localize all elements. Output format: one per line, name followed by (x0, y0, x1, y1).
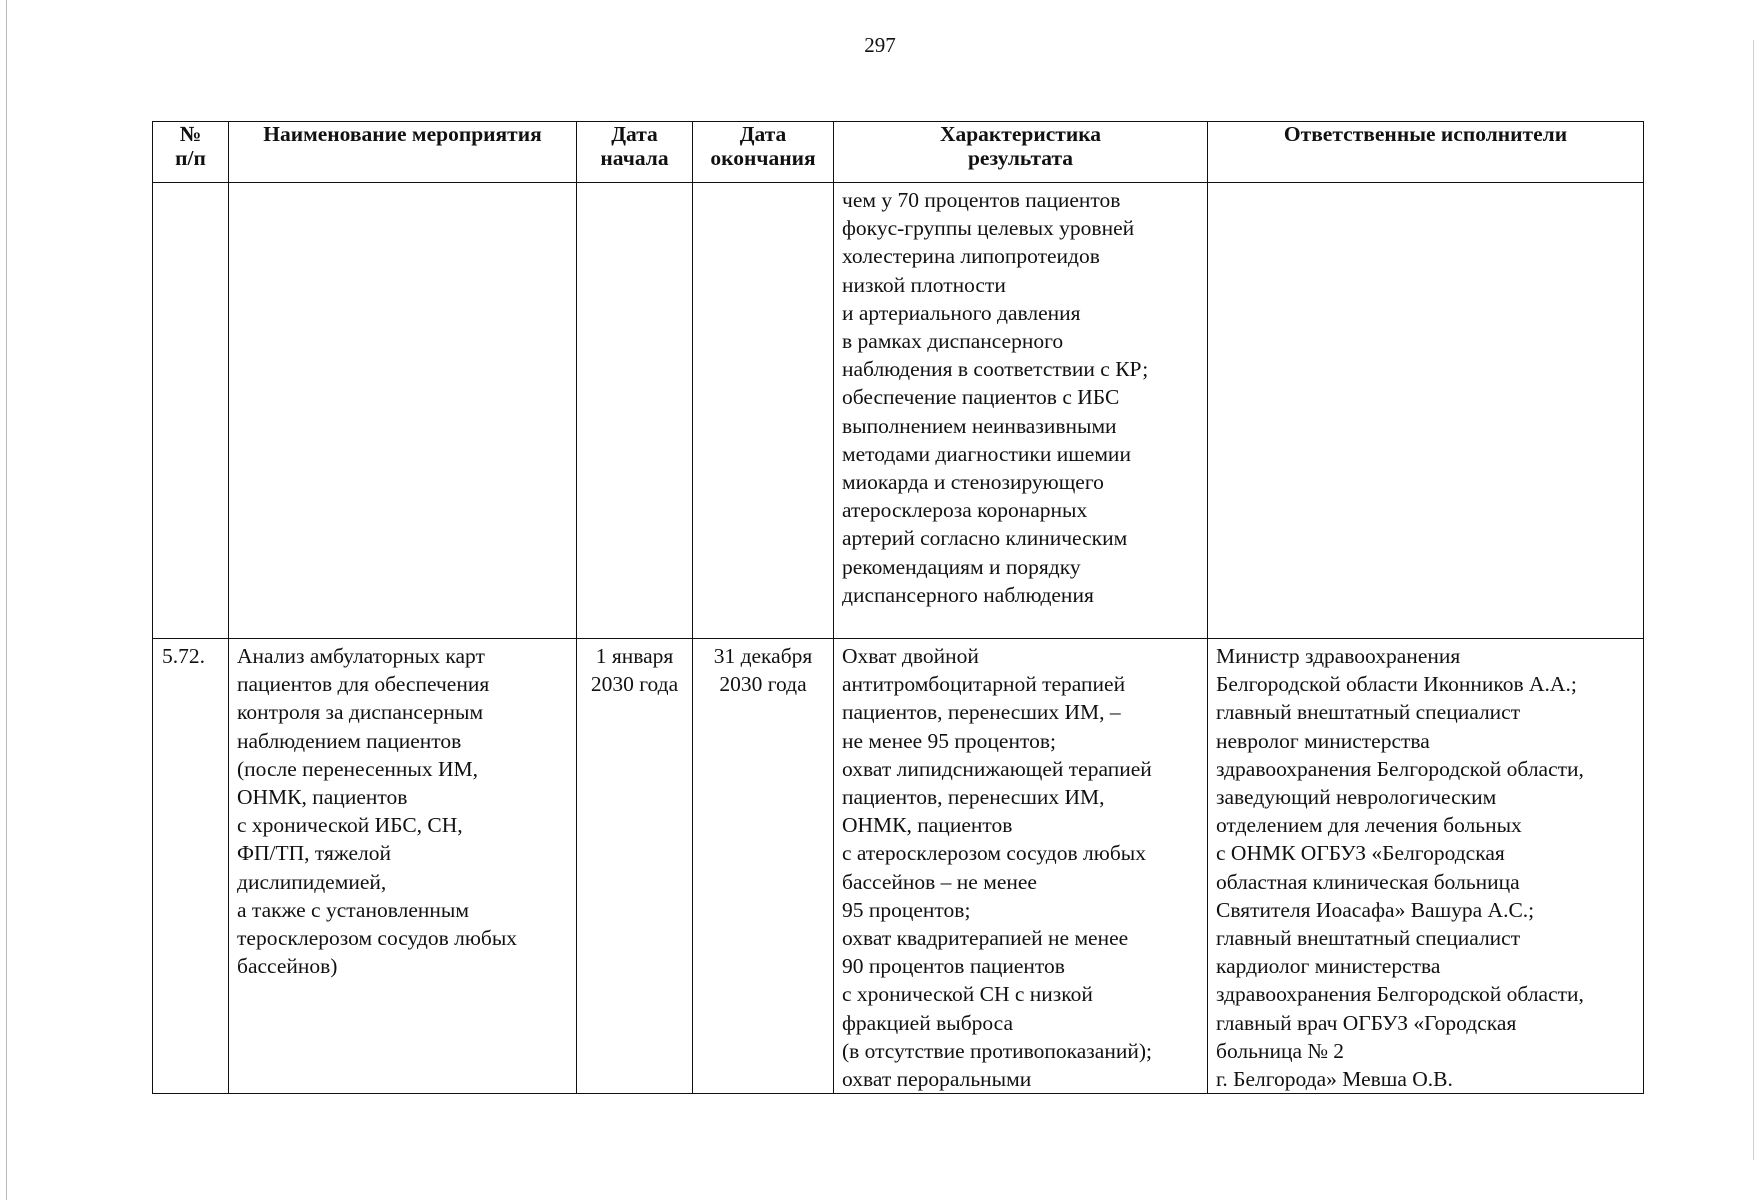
cell-activity-name (229, 639, 577, 1094)
cell-responsible (1208, 639, 1644, 1094)
text-line: бассейнов – не менее (842, 869, 1037, 894)
cell-end-date (693, 183, 834, 639)
text-line: пациентов, перенесших ИМ, (842, 785, 1105, 810)
text-line: низкой плотности (842, 272, 1006, 297)
text-line: диспансерного наблюдения (842, 582, 1094, 607)
header-responsible: Ответственные исполнители (1208, 122, 1644, 183)
cell-end-date (693, 639, 834, 1094)
text-line: с хронической ИБС, СН, (237, 813, 463, 838)
cell-result (834, 639, 1208, 1094)
text-line: контроля за диспансерным (237, 700, 484, 725)
text-line: 31 декабря (713, 644, 813, 668)
text-line: (после перенесенных ИМ, (237, 756, 479, 781)
text-line: наблюдением пациентов (237, 728, 462, 753)
table-row-continuation (153, 183, 1644, 639)
cell-start-date (577, 639, 693, 1094)
text-line: пациентов, перенесших ИМ, – (842, 700, 1121, 725)
cell-start-date (577, 183, 693, 639)
text-line: обеспечение пациентов с ИБС (842, 385, 1120, 410)
text-line: г. Белгорода» Мевша О.В. (1216, 1067, 1453, 1092)
text-line: (в отсутствие противопоказаний); (842, 1038, 1152, 1063)
text-line: невролог министерства (1216, 728, 1430, 753)
text-line: 1 января (595, 644, 674, 668)
text-line: охват липидснижающей терапией (842, 756, 1152, 781)
text-line: охват квадритерапией не менее (842, 926, 1129, 951)
text-line: не менее 95 процентов; (842, 728, 1056, 753)
cell-result (834, 183, 1208, 639)
activities-table (152, 121, 1644, 1094)
text-line: фокус-группы целевых уровней (842, 216, 1135, 241)
text-line: теросклерозом сосудов любых (237, 926, 518, 951)
text-line: 90 процентов пациентов (842, 954, 1065, 979)
text-line: и артериального давления (842, 300, 1081, 325)
text-line: атеросклероза коронарных (842, 498, 1088, 523)
text-line: в рамках диспансерного (842, 329, 1064, 354)
cell-number: 5.72. (153, 639, 229, 1094)
text-line: наблюдения в соответствии с КР; (842, 357, 1149, 382)
text-line: Министр здравоохранения (1216, 644, 1461, 668)
text-line: антитромбоцитарной терапией (842, 672, 1126, 697)
text-line: миокарда и стенозирующего (842, 470, 1104, 495)
table-row-5-72 (153, 639, 1644, 1094)
text-line: дислипидемией, (237, 869, 387, 894)
text-line: бассейнов) (237, 954, 338, 979)
text-line: здравоохранения Белгородской области, (1216, 982, 1584, 1007)
page-number: 297 (864, 33, 896, 57)
text-line: чем у 70 процентов пациентов (842, 188, 1121, 212)
header-end-date: Дата окончания (693, 122, 834, 183)
text-line: с ОНМК ОГБУЗ «Белгородская (1216, 841, 1505, 866)
text-line: фракцией выброса (842, 1010, 1014, 1035)
scan-edge-right (1753, 40, 1754, 1160)
text-line: Анализ амбулаторных карт (237, 644, 485, 668)
header-start-date: Дата начала (577, 122, 693, 183)
scan-edge-left (6, 0, 7, 1200)
table-header-row (153, 122, 1644, 183)
text-line: заведующий неврологическим (1216, 785, 1497, 810)
text-line: а также с установленным (237, 897, 469, 922)
text-line: главный внештатный специалист (1216, 700, 1521, 725)
text-line: 2030 года (719, 672, 807, 697)
header-number: № п/п (153, 122, 229, 183)
text-line: пациентов для обеспечения (237, 672, 490, 697)
text-line: 2030 года (590, 672, 679, 697)
text-line: ОНМК, пациентов (237, 785, 408, 810)
text-line: артерий согласно клиническим (842, 526, 1128, 551)
cell-number (153, 183, 229, 639)
header-activity-name: Наименование мероприятия (229, 122, 577, 183)
header-result: Характеристика результата (834, 122, 1208, 183)
text-line: кардиолог министерства (1216, 954, 1441, 979)
text-line: ФП/ТП, тяжелой (237, 841, 391, 866)
text-line: главный внештатный специалист (1216, 926, 1521, 951)
text-line: с хронической СН с низкой (842, 982, 1093, 1007)
text-line: выполнением неинвазивными (842, 413, 1117, 438)
text-line: Белгородской области Иконников А.А.; (1216, 672, 1577, 697)
text-line: отделением для лечения больных (1216, 813, 1522, 838)
text-line: здравоохранения Белгородской области, (1216, 756, 1584, 781)
text-line: методами диагностики ишемии (842, 441, 1131, 466)
text-line: областная клиническая больница (1216, 869, 1520, 894)
text-line: с атеросклерозом сосудов любых (842, 841, 1146, 866)
text-line: больница № 2 (1216, 1038, 1345, 1063)
text-line: Охват двойной (842, 644, 979, 668)
text-line: холестерина липопротеидов (842, 244, 1100, 269)
text-line: главный врач ОГБУЗ «Городская (1216, 1010, 1517, 1035)
cell-responsible (1208, 183, 1644, 639)
text-line: 95 процентов; (842, 897, 971, 922)
text-line: охват пероральными (842, 1067, 1032, 1092)
text-line: Святителя Иоасафа» Вашура А.С.; (1216, 897, 1535, 922)
text-line: рекомендациям и порядку (842, 554, 1081, 579)
cell-activity-name (229, 183, 577, 639)
text-line: ОНМК, пациентов (842, 813, 1013, 838)
